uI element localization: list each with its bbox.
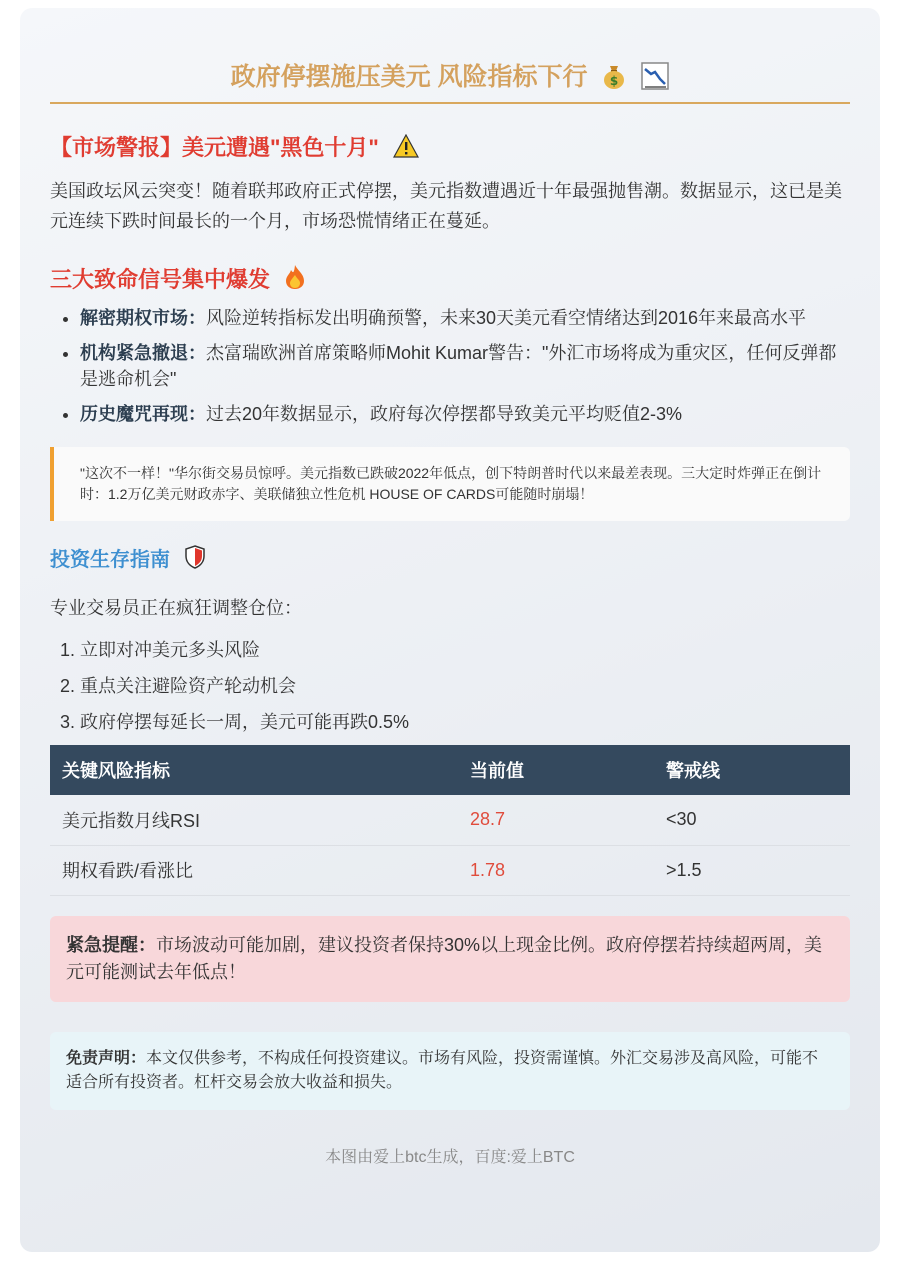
alert-body: 美国政坛风云突变！随着联邦政府正式停摆，美元指数遭遇近十年最强抛售潮。数据显示，这已是美元连续下跌时间最长的一个月，市场恐慌情绪正在蔓延。 — [50, 181, 842, 231]
signals-list — [50, 305, 850, 427]
signals-heading — [50, 264, 850, 295]
warning-icon — [393, 134, 419, 158]
current-value: 28.7 — [458, 795, 654, 845]
signal-text: 杰富瑞欧洲首席策略师Mohit Kumar警告："外汇市场将成为重灾区，任何反弹都是逃命机会" — [80, 343, 837, 389]
svg-text:$: $ — [610, 74, 619, 88]
article-card — [20, 8, 880, 1252]
page-title-text: 政府停摆施压美元 风险指标下行 — [230, 63, 588, 91]
list-item: 1. 立即对冲美元多头风险 — [80, 637, 850, 663]
risk-indicator-table — [50, 745, 850, 896]
threshold-value: >1.5 — [654, 845, 850, 895]
column-header: 关键风险指标 — [50, 745, 458, 795]
guide-heading — [50, 545, 850, 573]
list-item — [80, 401, 850, 427]
disclaimer-label: 免责声明： — [66, 1049, 147, 1067]
signal-label: 历史魔咒再现： — [80, 404, 206, 424]
table-row — [50, 795, 850, 845]
threshold-value: <30 — [654, 795, 850, 845]
alert-heading — [50, 134, 850, 162]
footer-credit: 本图由爱上btc生成，百度:爱上BTC — [325, 1148, 575, 1166]
trader-quote: "这次不一样！"华尔街交易员惊呼。美元指数已跌破2022年低点，创下特朗普时代以来最差表现。三大定时炸弹正在倒计时：1.2万亿美元财政赤字、美联储独立性危机 HOUSE OF CARDS可能随时崩塌！ — [50, 447, 850, 521]
current-value: 1.78 — [458, 845, 654, 895]
guide-steps — [50, 637, 850, 735]
column-header: 警戒线 — [654, 745, 850, 795]
urgent-text: 市场波动可能加剧，建议投资者保持30%以上现金比例。政府停摆若持续超两周，美元可能测试去年低点！ — [66, 934, 823, 982]
signals-heading-text: 三大致命信号集中爆发 — [50, 267, 271, 292]
disclaimer — [50, 1032, 850, 1110]
urgent-label: 紧急提醒： — [66, 934, 156, 955]
table-row — [50, 845, 850, 895]
table-header-row — [50, 745, 850, 795]
list-item: 3. 政府停摆每延长一周，美元可能再跌0.5% — [80, 709, 850, 735]
signal-text: 风险逆转指标发出明确预警，未来30天美元看空情绪达到2016年来最高水平 — [206, 308, 807, 328]
money-bag-icon — [600, 62, 628, 90]
guide-intro: 专业交易员正在疯狂调整仓位： — [50, 598, 302, 618]
page-title — [50, 8, 850, 104]
indicator-name: 美元指数月线RSI — [50, 795, 458, 845]
signal-text: 过去20年数据显示，政府每次停摆都导致美元平均贬值2-3% — [206, 404, 683, 424]
chart-decreasing-icon — [641, 62, 669, 90]
shield-icon — [184, 545, 206, 569]
indicator-name: 期权看跌/看涨比 — [50, 845, 458, 895]
signal-label: 机构紧急撤退： — [80, 343, 206, 363]
disclaimer-text: 本文仅供参考，不构成任何投资建议。市场有风险，投资需谨慎。外汇交易涉及高风险，可能不适合所有投资者。杠杆交易会放大收益和损失。 — [66, 1049, 819, 1091]
column-header: 当前值 — [458, 745, 654, 795]
urgent-notice — [50, 916, 850, 1002]
list-item — [80, 305, 850, 331]
list-item — [80, 340, 850, 392]
signal-label: 解密期权市场： — [80, 308, 206, 328]
list-item: 2. 重点关注避险资产轮动机会 — [80, 673, 850, 699]
guide-heading-text: 投资生存指南 — [50, 549, 170, 571]
fire-icon — [284, 264, 306, 290]
alert-heading-text: 【市场警报】美元遭遇"黑色十月" — [50, 135, 379, 160]
